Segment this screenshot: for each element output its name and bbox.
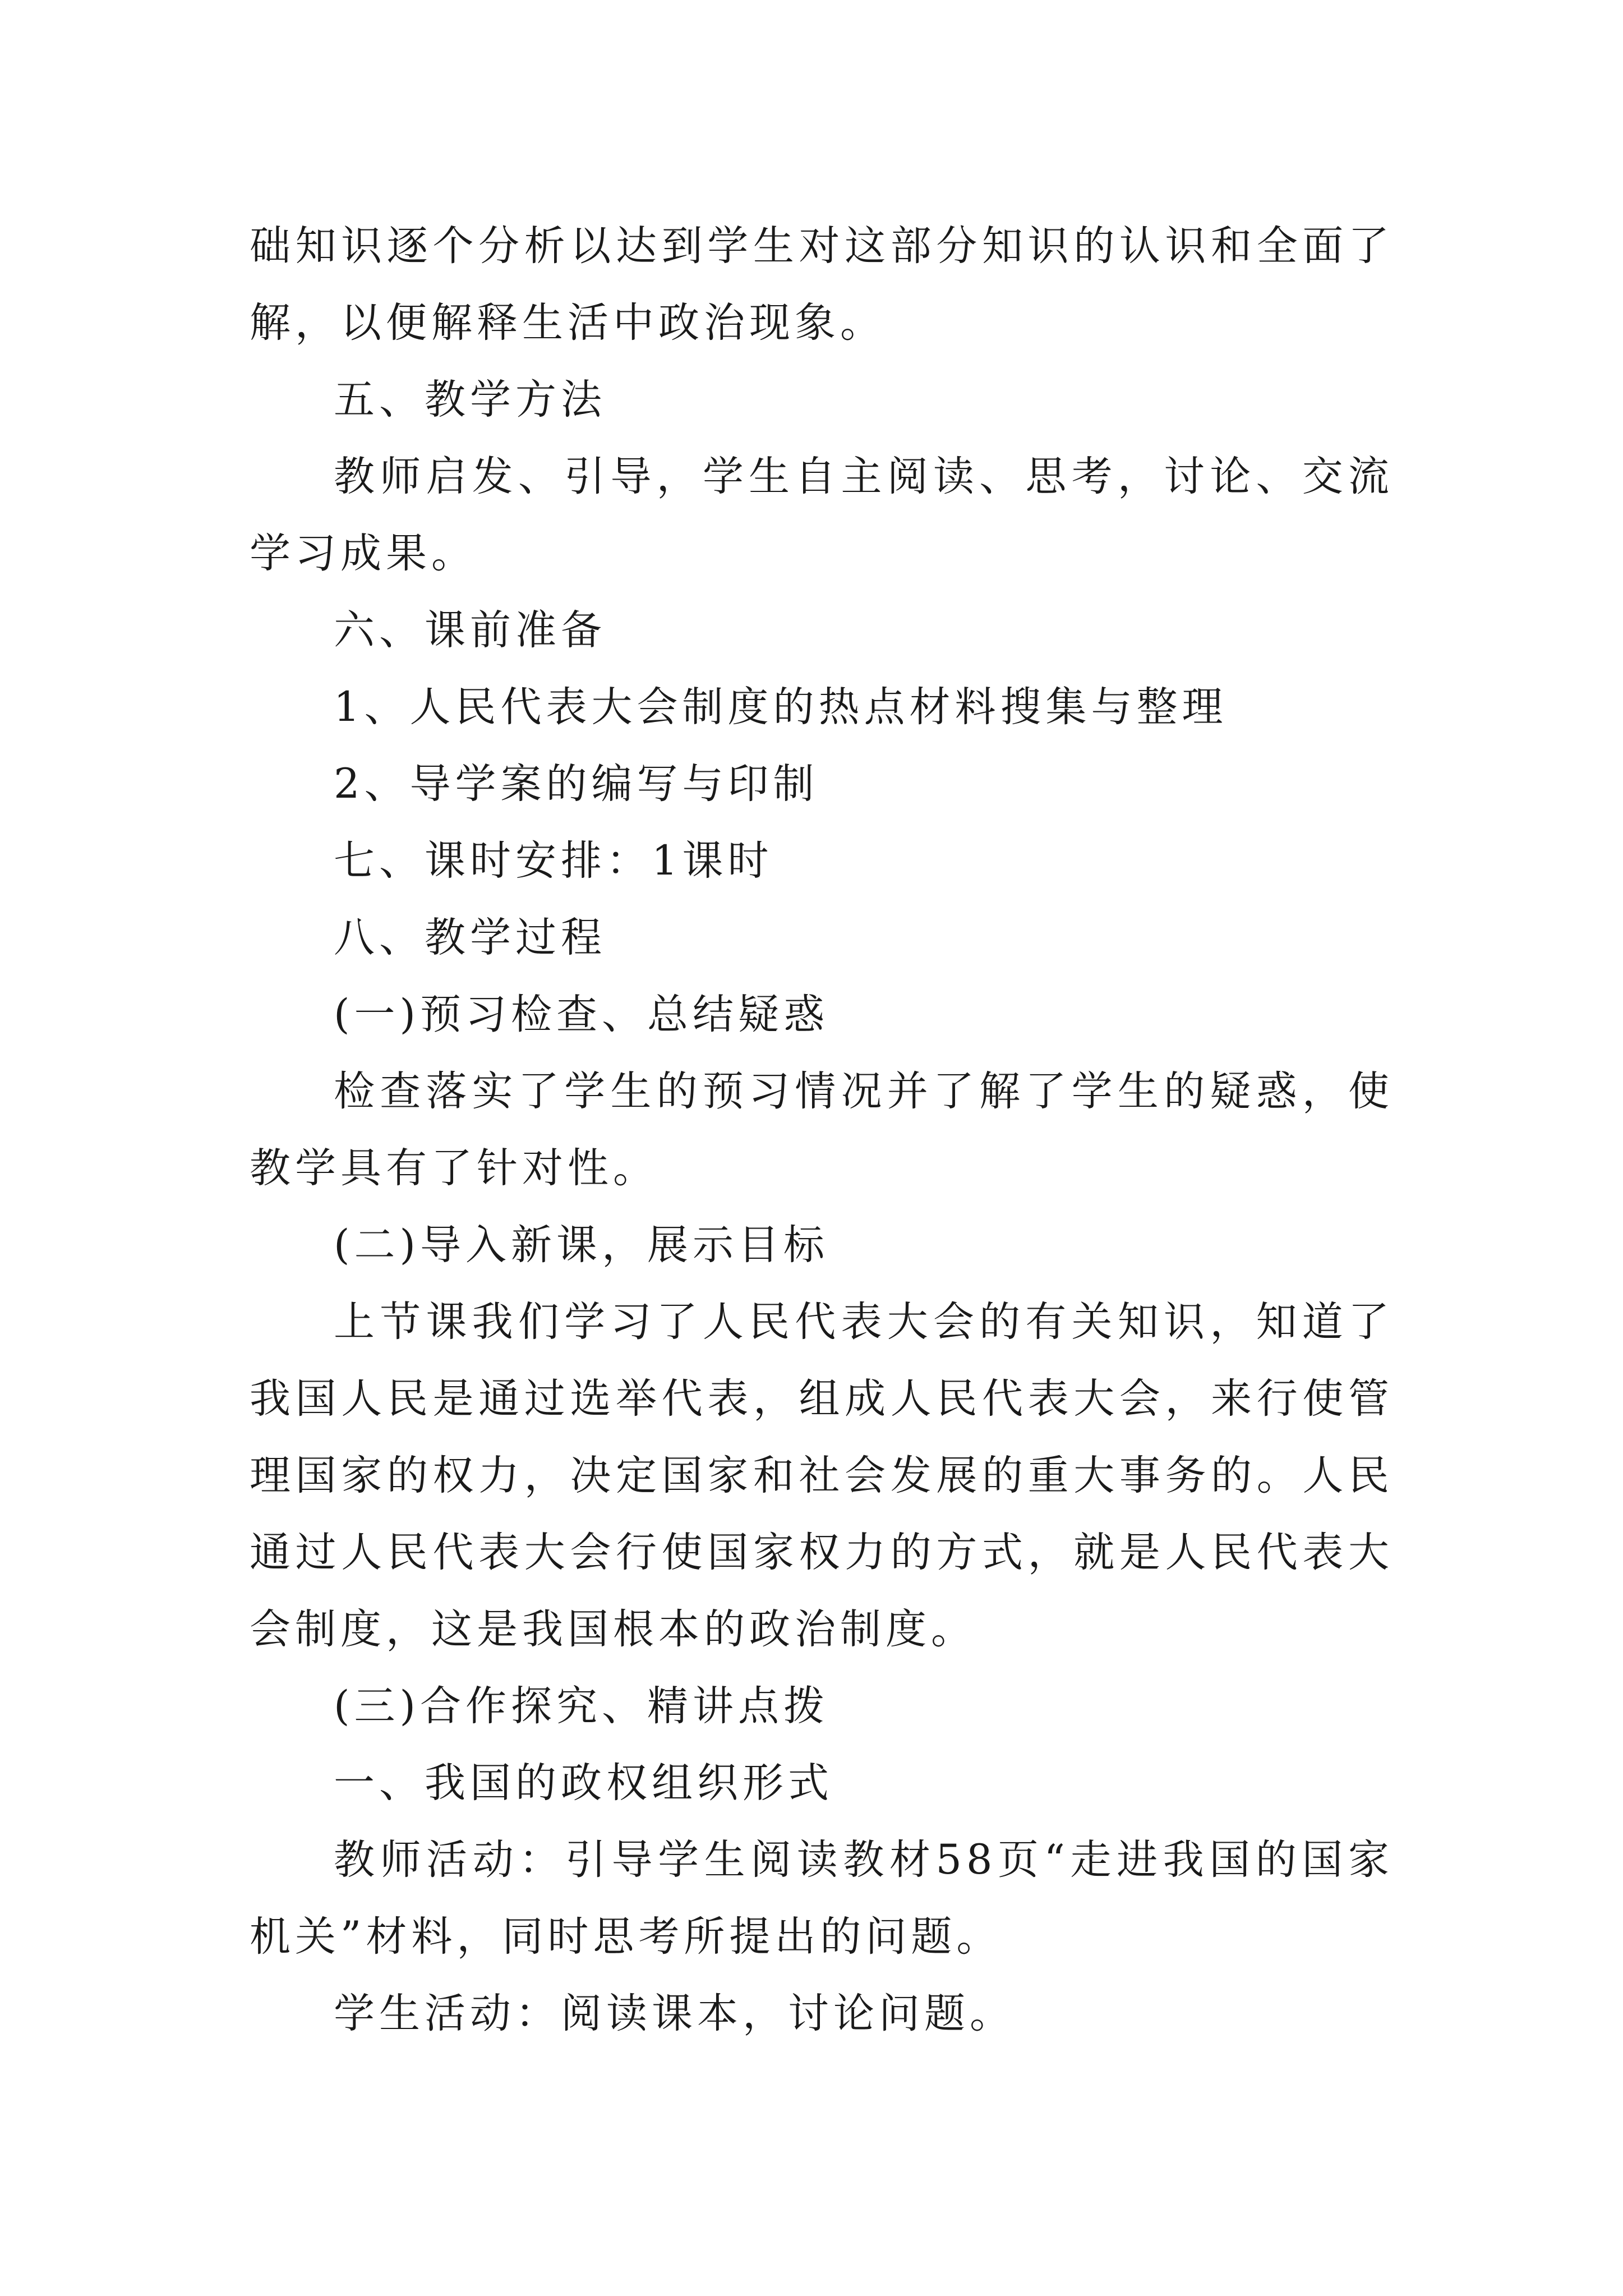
section-heading: 一、我国的政权组织形式 bbox=[334, 1759, 833, 1807]
subsection-heading: (一)预习检查、总结疑惑 bbox=[334, 991, 829, 1038]
subsection-heading: (三)合作探究、精讲点拨 bbox=[334, 1682, 829, 1730]
section-heading: 六、课前准备 bbox=[334, 606, 606, 654]
paragraph: 学生活动：阅读课本，讨论问题。 bbox=[334, 1990, 1015, 2037]
paragraph: 教师活动：引导学生阅读教材58页“走进我国的国家机关”材料，同时思考所提出的问题。 bbox=[250, 1836, 1394, 1961]
list-item: 2、导学案的编写与印制 bbox=[334, 760, 819, 808]
subsection-heading: (二)导入新课，展示目标 bbox=[334, 1221, 829, 1269]
document-body bbox=[250, 208, 1394, 2052]
section-heading: 五、教学方法 bbox=[334, 376, 606, 424]
list-item: 1、人民代表大会制度的热点材料搜集与整理 bbox=[334, 683, 1228, 731]
paragraph: 检查落实了学生的预习情况并了解了学生的疑惑，使教学具有了针对性。 bbox=[250, 1068, 1394, 1192]
section-heading: 七、课时安排：1课时 bbox=[334, 837, 773, 885]
paragraph: 上节课我们学习了人民代表大会的有关知识，知道了我国人民是通过选举代表，组成人民代表大会，来行使管理国家的权力，决定国家和社会发展的重大事务的。人民通过人民代表大会行使国家权力的方式，就是人民代表大会制度，这是我国根本的政治制度。 bbox=[250, 1298, 1394, 1653]
paragraph: 础知识逐个分析以达到学生对这部分知识的认识和全面了解，以便解释生活中政治现象。 bbox=[250, 222, 1394, 347]
paragraph: 教师启发、引导，学生自主阅读、思考，讨论、交流学习成果。 bbox=[250, 453, 1394, 577]
section-heading: 八、教学过程 bbox=[334, 914, 606, 961]
